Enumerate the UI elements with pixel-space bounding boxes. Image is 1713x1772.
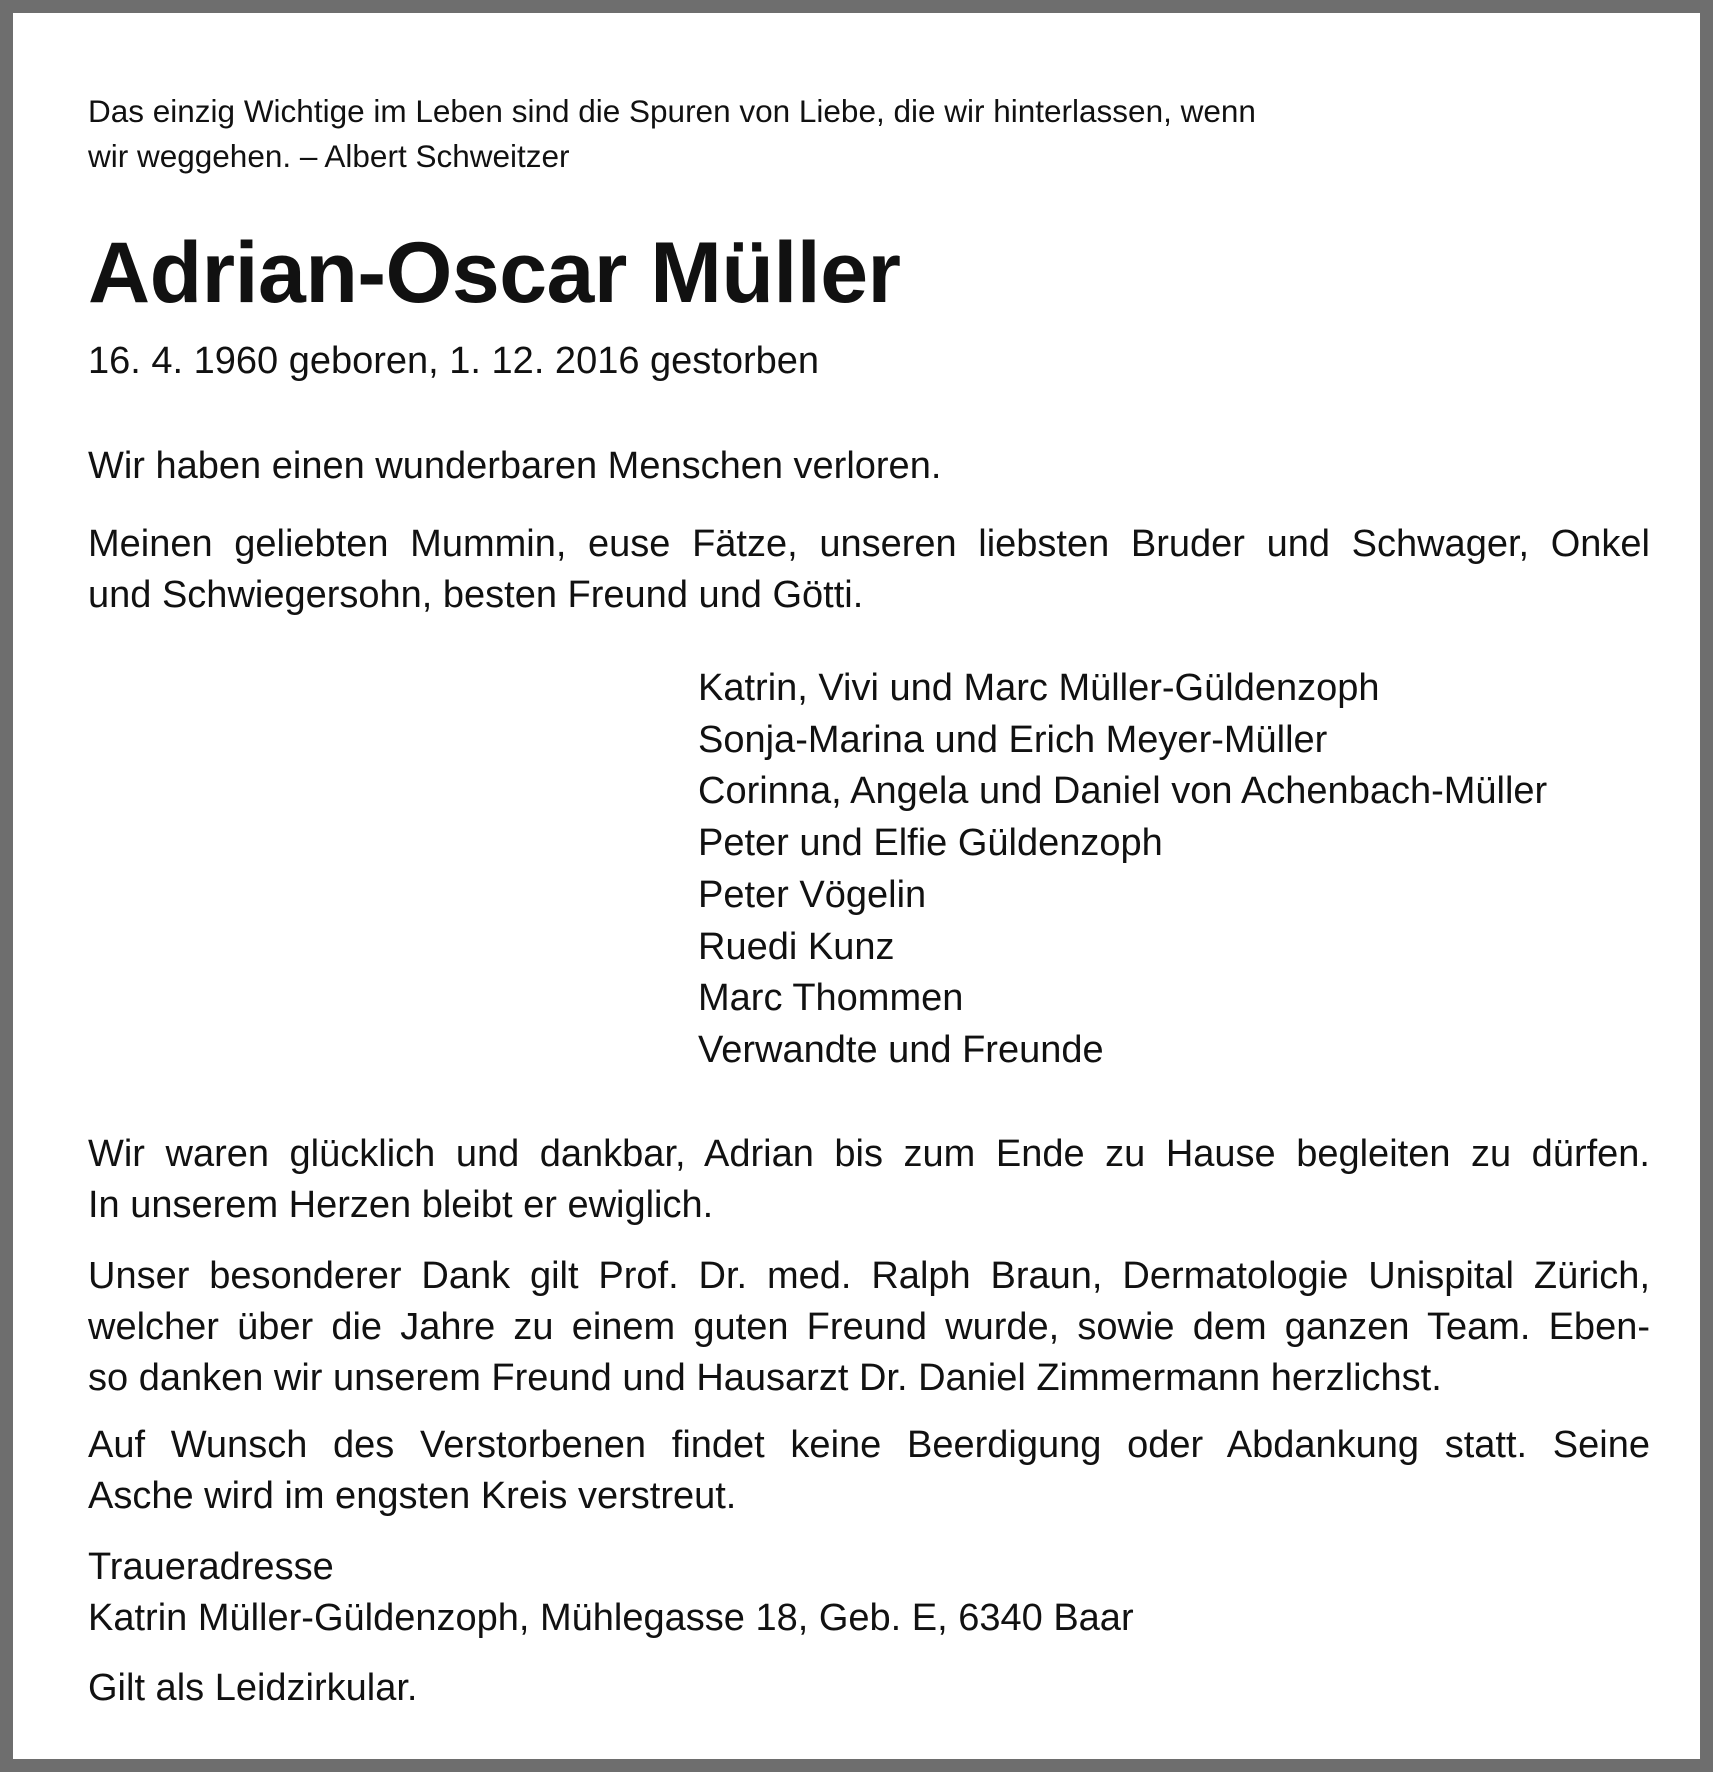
mourner-entry: Peter und Elfie Güldenzoph [698,822,1163,865]
beloved-paragraph [88,519,1650,621]
mourner-entry: Katrin, Vivi und Marc Müller-Güldenzoph [698,667,1380,709]
mourner-entry: Verwandte und Freunde [698,1028,1104,1071]
address-label: Traueradresse [88,1546,334,1588]
grateful-line-2: In unserem Herzen bleibt er ewiglich. [88,1184,714,1226]
mourner-entry: Corinna, Angela und Daniel von Achenbach-Müller [698,770,1548,813]
circular-note [88,1663,1650,1714]
wish-line-2: Asche wird im engsten Kreis verstreut. [88,1475,737,1517]
wish-paragraph [88,1420,1650,1522]
motto-line-2: wir weggehen. – Albert Schweitzer [88,138,570,174]
grateful-paragraph [88,1129,1650,1231]
mourner-entry: Peter Vögelin [698,873,927,916]
beloved-line-1: Meinen geliebten Mummin, euse Fätze, unseren liebsten Bruder und Schwager, Onkel [88,523,1650,565]
motto-line-1: Das einzig Wichtige im Leben sind die Spuren von Liebe, die wir hinterlassen, wenn [88,93,1256,129]
address-text: Katrin Müller-Güldenzoph, Mühlegasse 18, Geb. E, 6340 Baar [88,1597,1134,1639]
deceased-name: Adrian-Oscar Müller [88,225,901,321]
thanks-line-3: so danken wir unserem Freund und Hausarzt Dr. Daniel Zimmermann herzlichst. [88,1357,1442,1399]
thanks-line-2: welcher über die Jahre zu einem guten Freund wurde, sowie dem ganzen Team. Eben- [88,1306,1650,1348]
mourning-address [88,1542,1650,1644]
mourner-entry: Ruedi Kunz [698,925,895,968]
lost-line: Wir haben einen wunderbaren Menschen verloren. [88,445,942,487]
thanks-paragraph [88,1251,1650,1404]
circular-text: Gilt als Leidzirkular. [88,1667,418,1709]
mourner-entry: Sonja-Marina und Erich Meyer-Müller [698,718,1328,761]
grateful-line-1: Wir waren glücklich und dankbar, Adrian bis zum Ende zu Hause begleiten zu dürfen. [88,1133,1650,1175]
wish-line-1: Auf Wunsch des Verstorbenen findet keine Beerdigung oder Abdankung statt. Seine [88,1424,1650,1466]
beloved-line-2: und Schwiegersohn, besten Freund und Götti. [88,574,864,616]
life-dates: 16. 4. 1960 geboren, 1. 12. 2016 gestorben [88,340,820,382]
lost-statement [88,441,1650,492]
thanks-line-1: Unser besonderer Dank gilt Prof. Dr. med. Ralph Braun, Dermatologie Unispital Zürich, [88,1255,1650,1297]
mourners-list [698,663,1547,1077]
motto-quote [88,89,1508,179]
mourner-entry: Marc Thommen [698,977,964,1020]
